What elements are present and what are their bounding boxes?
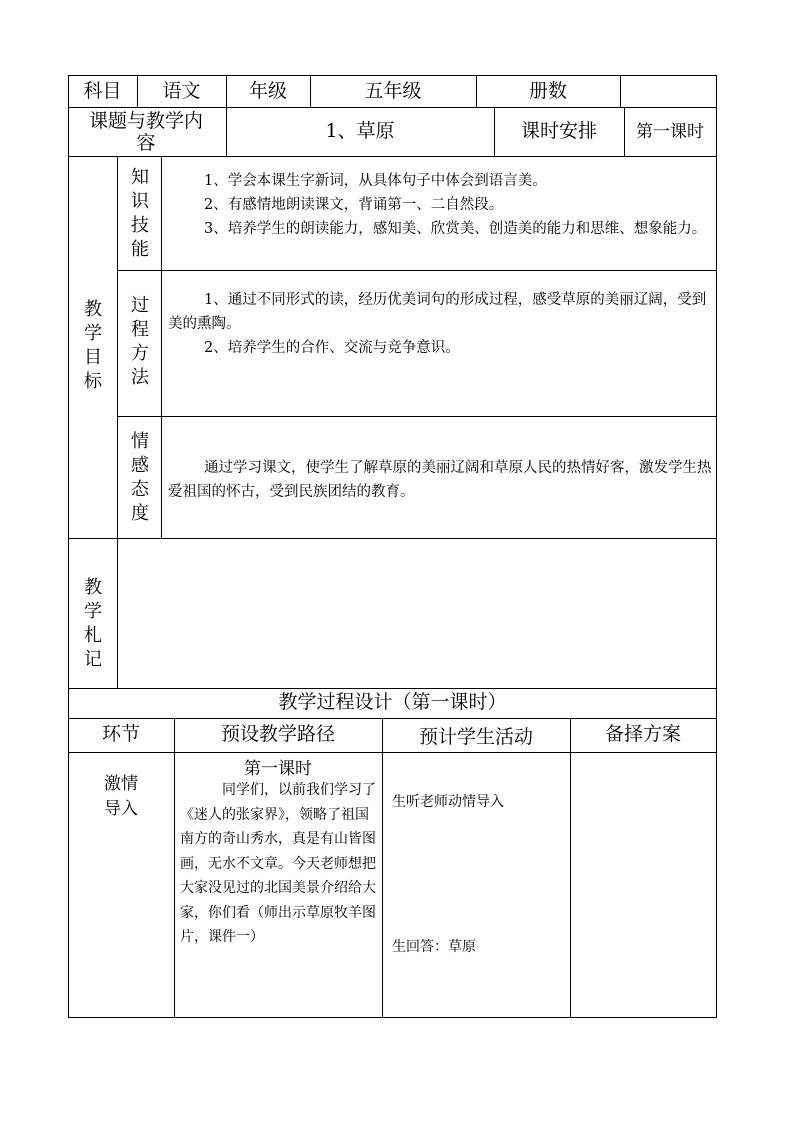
attitude-label: 情感态度 xyxy=(131,431,149,524)
notes-text[interactable] xyxy=(124,545,710,683)
topic-value: 1、草原 xyxy=(325,120,395,142)
line-notes-end xyxy=(68,688,717,689)
process-line-2: 2、培养学生的合作、交流与竞争意识。 xyxy=(204,340,460,356)
line-row1 xyxy=(68,107,717,108)
vline-obj-b xyxy=(161,156,162,538)
knowledge-label: 知识技能 xyxy=(131,167,149,260)
line-knowledge xyxy=(117,270,717,271)
knowledge-line-2: 2、有感情地朗读课文，背诵第一、二自然段。 xyxy=(204,197,504,213)
line-title-end xyxy=(68,718,717,719)
knowledge-line-1: 1、学会本课生字新词，从具体句子中体会到语言美。 xyxy=(204,173,547,189)
vline-pd-b xyxy=(382,718,383,1018)
column-header-alternative: 备择方案 xyxy=(604,723,681,745)
line-objectives-end xyxy=(68,538,717,539)
subject-value: 语文 xyxy=(162,80,201,102)
schedule-label: 课时安排 xyxy=(520,120,597,142)
border-right xyxy=(716,75,717,1018)
vline-obj-a xyxy=(117,156,118,689)
column-header-stage: 环节 xyxy=(101,723,140,745)
process-design-title: 教学过程设计（第一课时） xyxy=(278,691,507,713)
line-row2 xyxy=(68,156,717,157)
border-left xyxy=(68,75,69,1018)
column-header-path: 预设教学路径 xyxy=(220,723,335,745)
vline-pd-c xyxy=(570,718,571,1018)
student-activity-2: 生回答：草原 xyxy=(392,939,476,955)
stage-cell: 激情导入 xyxy=(104,774,138,819)
path-text: 同学们，以前我们学习了《迷人的张家界》，领略了祖国南方的奇山秀水，真是有山皆图画，无水不文章。今天老师想把大家没见过的北国美景介绍给大家，你们看（师出示草原牧羊图片，课件一） xyxy=(180,782,376,945)
process-label: 过程方法 xyxy=(131,295,149,388)
grade-label: 年级 xyxy=(248,80,287,102)
knowledge-line-3: 3、培养学生的朗读能力，感知美、欣赏美、创造美的能力和思维、想象能力。 xyxy=(204,221,707,237)
border-bottom xyxy=(68,1017,717,1018)
objectives-section-label: 教学目标 xyxy=(84,299,102,392)
schedule-value: 第一课时 xyxy=(636,122,704,142)
notes-label: 教学札记 xyxy=(84,577,102,670)
line-process xyxy=(117,416,717,417)
student-activity-1: 生听老师动情导入 xyxy=(392,794,504,810)
topic-label: 课题与教学内容 xyxy=(88,110,203,154)
column-header-student: 预计学生活动 xyxy=(418,726,533,748)
vline-r1-e xyxy=(620,75,621,107)
subject-label: 科目 xyxy=(83,80,122,102)
volume-label: 册数 xyxy=(528,80,567,102)
line-columns-end xyxy=(68,752,717,753)
path-heading: 第一课时 xyxy=(244,759,312,779)
attitude-text: 通过学习课文，使学生了解草原的美丽辽阔和草原人民的热情好客，激发学生热爱祖国的怀古，受到民族团结的教育。 xyxy=(168,460,712,500)
process-line-1: 1、通过不同形式的读，经历优美词句的形成过程，感受草原的美丽辽阔，受到美的熏陶。 xyxy=(168,292,707,332)
grade-value: 五年级 xyxy=(364,80,422,102)
